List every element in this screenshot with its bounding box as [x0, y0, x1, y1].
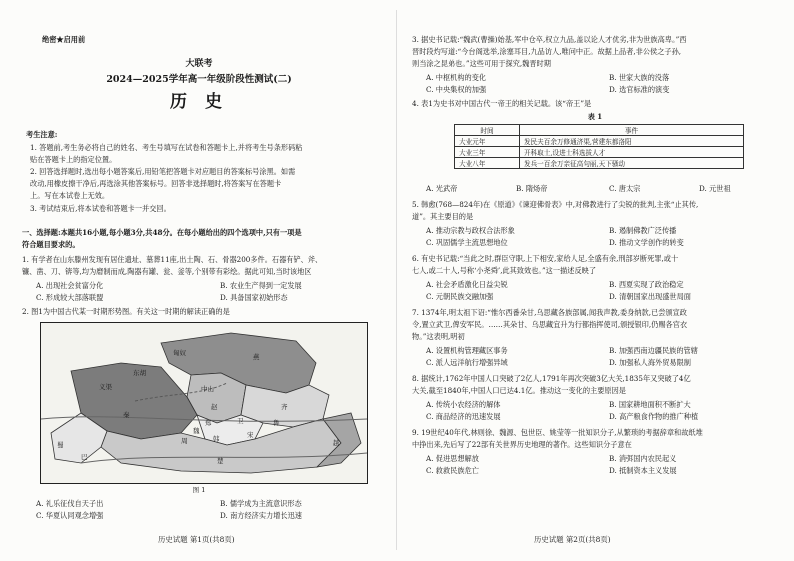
map-label: 郑 [205, 419, 212, 427]
table-row [455, 147, 744, 158]
table-cell: 大业三年 [455, 147, 520, 158]
map-label: 燕 [253, 353, 260, 361]
note-line: 1. 答题前,考生务必将自己的姓名、考生号填写在试卷和答题卡上,并将考生号条形码粘 [30, 143, 303, 152]
q3-option-c[interactable]: C. 中央集权的加强 [426, 85, 487, 94]
map-label: 韩 [213, 435, 220, 443]
q9-stem: 中挣出来,先后写了22部有关世界历史地理的著作。这些知识分子意在 [412, 440, 632, 449]
note-line: 3. 考试结束后,将本试卷和答题卡一并交回。 [30, 204, 171, 213]
q3-option-a[interactable]: A. 中枢机构的变化 [426, 73, 487, 82]
q7-stem: 物。”这表明,明初 [412, 332, 465, 341]
table-cell: 大业八年 [455, 158, 520, 169]
page-footer: 历史试题 第2页(共8页) [534, 535, 611, 544]
table-cell: 开科取士,设进士科选拔人才 [520, 147, 744, 158]
map-label: 楚 [217, 457, 224, 465]
note-line: 上。写在本试卷上无效。 [30, 191, 110, 200]
notes-heading: 考生注意: [26, 130, 58, 139]
table-title: 表 1 [587, 112, 603, 121]
section-heading: 一、选择题:本题共16小题,每小题3分,共48分。在每小题给出的四个选项中,只有一项是 [22, 228, 302, 237]
q6-option-d[interactable]: D. 清朝国家出现盛世局面 [609, 292, 691, 301]
q5-stem: 道”。其主要目的是 [412, 212, 474, 221]
q4-option-c[interactable]: C. 唐太宗 [609, 184, 641, 193]
map-label: 宋 [247, 431, 254, 439]
q1-stem: 1. 有学者在山东滕州发现有居住遗址、墓葬11座,出土陶、石、骨器200多件。石器有铲、斧、 [22, 255, 323, 264]
q3-option-d[interactable]: D. 选官标准的演变 [609, 85, 670, 94]
q4-option-d[interactable]: D. 元世祖 [699, 184, 731, 193]
q2-option-c[interactable]: C. 华夏认同观念增强 [36, 511, 104, 520]
q1-option-b[interactable]: B. 农业生产得到一定发展 [220, 281, 302, 290]
map-label: 巴 [81, 453, 88, 461]
page-footer: 历史试题 第1页(共8页) [158, 535, 235, 544]
map-label: 中山 [201, 385, 214, 393]
table-row [455, 158, 744, 169]
q6-stem: 6. 有史书记载:“当此之时,群臣守职,上下相安,家给人足,全盛有余,刑部岁断死罪,或十 [412, 254, 679, 263]
q5-option-c[interactable]: C. 巩固儒学主流思想地位 [426, 238, 508, 247]
q6-option-a[interactable]: A. 社会矛盾激化日益尖锐 [426, 280, 508, 289]
q3-stem: 则当涂之昆弟也。”这些可用于探究,魏晋时期 [412, 59, 551, 68]
left-column [8, 0, 390, 561]
q2-option-b[interactable]: B. 儒学成为主流意识形态 [220, 499, 302, 508]
q2-stem: 2. 图1为中国古代某一时期形势图。有关这一时期的解读正确的是 [22, 307, 230, 316]
table-row [455, 125, 744, 136]
q8-option-c[interactable]: C. 商品经济的迅速发展 [426, 412, 501, 421]
q7-option-b[interactable]: B. 加强西南边疆民族的管辖 [609, 346, 698, 355]
map-label: 蜀 [57, 441, 64, 449]
secret-label: 绝密★启用前 [42, 35, 86, 44]
map-label: 义渠 [99, 383, 112, 391]
q3-option-b[interactable]: B. 世家大族的没落 [609, 73, 670, 82]
q8-stem: 8. 据统计,1762年中国人口突破了2亿人,1791年再次突破3亿大关,1835年又突破了4亿 [412, 374, 691, 383]
q5-option-d[interactable]: D. 推动文学创作的转变 [609, 238, 684, 247]
map-label: 魏 [193, 427, 200, 435]
map-label: 卫 [237, 417, 244, 425]
table-cell: 发兵一百余万亲征高句丽,天下骚动 [520, 158, 744, 169]
table-header-cell: 时间 [455, 125, 520, 136]
q9-stem: 9. 19世纪40年代,林则徐、魏源、包世臣、姚莹等一批知识分子,从繁琐的考据辞章和故纸堆 [412, 428, 703, 437]
q8-stem: 大关,截至1840年,中国人口已达4.1亿。推动这一变化的主要原因是 [412, 386, 626, 395]
q6-option-b[interactable]: B. 西夏实现了政治稳定 [609, 280, 684, 289]
q4-stem: 4. 表1为史书对中国古代一帝王的相关记载。该“帝王”是 [412, 99, 592, 108]
q1-option-d[interactable]: D. 具备国家初始形态 [220, 293, 288, 302]
q4-table [454, 124, 744, 169]
q2-option-d[interactable]: D. 南方经济实力增长迅速 [220, 511, 302, 520]
map-label: 鲁 [273, 419, 280, 427]
q9-option-b[interactable]: B. 消弭国内农民起义 [609, 454, 677, 463]
q9-option-a[interactable]: A. 促进思想解放 [426, 454, 479, 463]
note-line: 贴在答题卡上的指定位置。 [30, 155, 117, 164]
org-name: 大联考 [185, 59, 213, 69]
subject-title: 历 史 [170, 92, 228, 112]
q5-option-b[interactable]: B. 遏制佛教广泛传播 [609, 226, 677, 235]
q5-option-a[interactable]: A. 推动宗教与政权合法形象 [426, 226, 515, 235]
column-divider [396, 10, 397, 550]
table-cell: 发民夫百余万修通济渠,营建东都洛阳 [520, 136, 744, 147]
map-label: 越 [333, 439, 340, 447]
note-line: 2. 回答选择题时,选出每小题答案后,用铅笔把答题卡对应题目的答案标号涂黑。如需 [30, 167, 296, 176]
q7-stem: 7. 1374年,明太祖下诏:“惟尔西番朵甘,乌思藏各族部属,闻我声教,委身纳款,已尝颁宣政 [412, 308, 687, 317]
map-label: 秦 [123, 411, 130, 419]
map-label: 匈奴 [173, 349, 186, 357]
map-label: 东胡 [133, 369, 146, 377]
map-drawing [41, 323, 367, 483]
q5-stem: 5. 韩愈(768—824年)在《原道》《谏迎佛骨表》中,对佛教进行了尖锐的批判,主张“止其传, [412, 200, 699, 209]
table-header-cell: 事件 [520, 125, 744, 136]
q3-stem: 晋时段灼写道:“今台阁选举,涂塞耳目,九品访人,唯问中正。故据上品者,非公侯之子孙, [412, 47, 682, 56]
q8-option-b[interactable]: B. 国家耕地面积不断扩大 [609, 400, 691, 409]
table-cell: 大业元年 [455, 136, 520, 147]
q6-option-c[interactable]: C. 元朝民族交融加强 [426, 292, 494, 301]
q7-option-c[interactable]: C. 派人远洋航行增强异域 [426, 358, 508, 367]
historical-map [40, 322, 368, 484]
q1-stem: 镰、凿、刀、锛等,均为磨制而成,陶器有罐、瓮、釜等,个别带有彩绘。据此可知,当时该地区 [22, 267, 312, 276]
q9-option-c[interactable]: C. 救救民族危亡 [426, 466, 479, 475]
q8-option-a[interactable]: A. 传统小农经济的解体 [426, 400, 501, 409]
q2-option-a[interactable]: A. 礼乐征伐自天子出 [36, 499, 104, 508]
q7-stem: 令,置立武卫,俾安军民。……其朵甘、乌思藏宜升为行都指挥使司,颁授银印,仍赐各官衣 [412, 320, 688, 329]
map-caption: 图 1 [192, 486, 206, 494]
section-heading: 符合题目要求的。 [22, 240, 80, 249]
q1-option-c[interactable]: C. 形成较大部落联盟 [36, 293, 104, 302]
exam-title: 2024—2025学年高一年级阶段性测试(二) [106, 74, 292, 85]
q7-option-d[interactable]: D. 加强私人海外贸易限制 [609, 358, 691, 367]
map-label: 周 [181, 437, 188, 445]
map-label: 赵 [211, 403, 218, 411]
q9-option-d[interactable]: D. 抵制资本主义发展 [609, 466, 677, 475]
q1-option-a[interactable]: A. 出现社会贫富分化 [36, 281, 104, 290]
q8-option-d[interactable]: D. 高产粮食作物的推广种植 [609, 412, 699, 421]
q7-option-a[interactable]: A. 设置机构管理藏区事务 [426, 346, 508, 355]
note-line: 改动,用橡皮擦干净后,再选涂其他答案标号。回答非选择题时,将答案写在答题卡 [30, 179, 282, 188]
q4-option-b[interactable]: B. 隋炀帝 [516, 184, 548, 193]
q6-stem: 七人,或二十人,号称‘小尧舜’,此其致效也。”这一描述反映了 [412, 266, 597, 275]
map-label: 齐 [281, 403, 288, 411]
right-column [404, 0, 786, 561]
table-row [455, 136, 744, 147]
q3-stem: 3. 据史书记载:“魏武(曹操)始基,军中仓卒,权立九品,盖以论人才优劣,非为世族高卑。”西 [412, 35, 687, 44]
q4-option-a[interactable]: A. 光武帝 [426, 184, 458, 193]
